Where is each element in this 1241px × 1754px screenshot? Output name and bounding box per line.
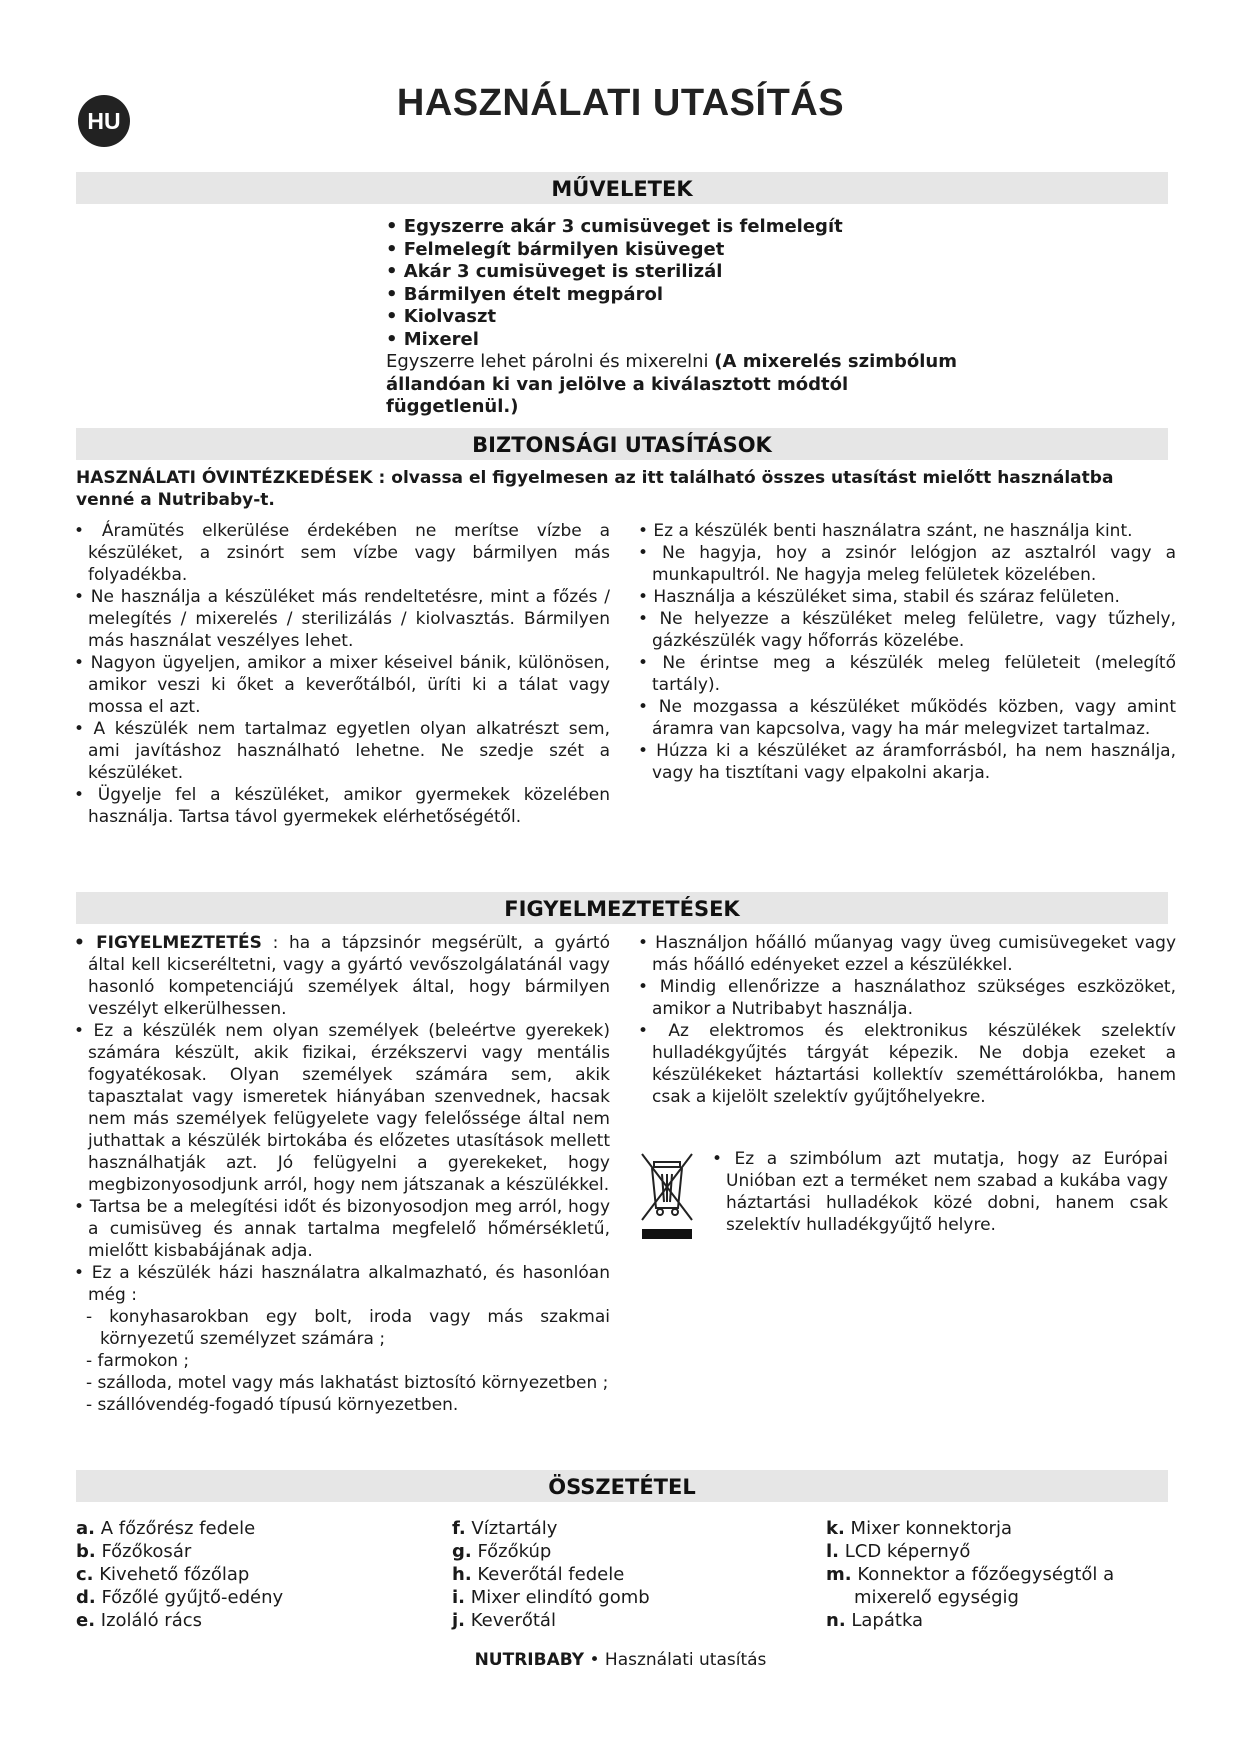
warning-sub-item: - szálloda, motel vagy más lakhatást biztosító környezetben ; [86,1373,609,1393]
part-item: j. Keverőtál [452,1610,556,1631]
part-item: m. Konnektor a főzőegységtől a mixerelő egységig [826,1564,1115,1608]
page-footer [0,1650,1241,1670]
footer-brand: NUTRIBABY [474,1650,585,1670]
warning-item: • Ez a készülék nem olyan személyek (beleértve gyerekek) számára készült, akik fizikai, érzékszervi vagy mentális fogyatékosak. Olyan személyek számára sem, akik tapasztalat vagy ismeretek hiányában szenvednek, hacsak nem más személyek felügyelete vagy felelőssége által nem juthattak a készülék birtokába és előzetes utasítások mellett használhatják azt. Jó felügyelni a gyerekeket, hogy megbizonyosodjunk arról, hogy nem játszanak a készülékkel. [74,1021,610,1195]
warning-item: • Az elektromos és elektronikus készülékek szelektív hulladékgyűjtés tárgyát képezik. Ne dobja ezeket a készülékeket háztartási kollektív szeméttárolókba, hanem csak a kijelölt szelektív gyűjtőhelyekre. [638,1021,1176,1107]
operation-item: • Mixerel [386,328,479,350]
warning-item: • Mindig ellenőrizze a használathoz szükséges eszközöket, amikor a Nutribabyt használja. [638,977,1176,1019]
operations-list [386,216,986,419]
warning-item: • FIGYELMEZTETÉS : ha a tápzsinór megsérült, a gyártó által kell kicseréltetni, vagy a gyártó vevőszolgálatánál vagy hasonló kompetenciájú személyek által, hogy bármilyen veszélyt elkerülhessen. [74,933,611,1019]
part-item: l. LCD képernyő [826,1541,971,1562]
weee-bin-crossed-icon [638,1150,696,1240]
operation-item: • Felmelegít bármilyen kisüveget [386,238,725,260]
safety-item: • Ne érintse meg a készülék meleg felületeit (melegítő tartály). [638,653,1176,695]
safety-item: • Ügyelje fel a készüléket, amikor gyermekek közelében használja. Tartsa távol gyermekek elérhetőségétől. [74,785,610,827]
part-item: k. Mixer konnektorja [826,1518,1012,1539]
warning-sub-item: - szállóvendég-fogadó típusú környezetben. [86,1395,459,1415]
safety-intro: HASZNÁLATI ÓVINTÉZKEDÉSEK : olvassa el figyelmesen az itt található összes utasítást mielőtt használatba venné a Nutribaby-t. [76,468,1114,510]
weee-notice-text: • Ez a szimbólum azt mutatja, hogy az Európai Unióban ezt a terméket nem szabad a kukába vagy háztartási hulladékok közé dobni, hanem csak szelektív hulladékgyűjtő helyre. [712,1149,1168,1235]
part-item: e. Izoláló rács [76,1610,203,1631]
operations-note: Egyszerre lehet párolni és mixerelni (A mixerelés szimbólum állandóan ki van jelölve a kiválasztott módtól függetlenül.) [386,351,957,417]
warning-item: • Ez a készülék házi használatra alkalmazható, és hasonlóan még : [74,1263,610,1305]
safety-item: • Nagyon ügyeljen, amikor a mixer késeivel bánik, különösen, amikor veszi ki őket a keverőtálból, üríti ki a tálat vagy mossa el azt. [74,653,610,717]
part-item: b. Főzőkosár [76,1541,192,1562]
part-item: a. A főzőrész fedele [76,1518,256,1539]
part-item: n. Lapátka [826,1610,924,1631]
page-title: HASZNÁLATI UTASÍTÁS [396,82,845,124]
warnings-right-column [638,932,1176,1108]
part-item: h. Keverőtál fedele [452,1564,625,1585]
parts-column-2 [452,1517,802,1632]
composition-heading: ÖSSZETÉTEL [76,1470,1168,1502]
weee-notice [712,1148,1168,1236]
safety-item: • Húzza ki a készüléket az áramforrásból, ha nem használja, vagy ha tisztítani vagy elpakolni akarja. [638,741,1176,783]
safety-item: • Ne helyezze a készüléket meleg felületre, vagy tűzhely, gázkészülék vagy hőforrás közelébe. [638,609,1176,651]
warning-item: • Tartsa be a melegítési időt és bizonyosodjon meg arról, hogy a cumisüveg és annak tartalma megfelelő hőmérsékletű, mielőtt kisbabájának adja. [74,1197,610,1261]
safety-heading: BIZTONSÁGI UTASÍTÁSOK [76,428,1168,460]
operation-item: • Bármilyen ételt megpárol [386,283,663,305]
part-item: i. Mixer elindító gomb [452,1587,650,1608]
warnings-left-column [74,932,610,1416]
warnings-heading: FIGYELMEZTETÉSEK [76,892,1168,924]
operations-heading: MŰVELETEK [76,172,1168,204]
footer-text: Használati utasítás [604,1650,767,1670]
operation-item: • Akár 3 cumisüveget is sterilizál [386,261,723,282]
operation-item: • Egyszerre akár 3 cumisüveget is felmelegít [386,216,843,237]
safety-item: • Ne használja a készüléket más rendeltetésre, mint a főzés / melegítés / mixerelés / sterilizálás / kiolvasztás. Bármilyen más használat veszélyes lehet. [74,587,610,651]
part-item: d. Főzőlé gyűjtő-edény [76,1587,284,1608]
safety-item: • Használja a készüléket sima, stabil és száraz felületen. [638,587,1120,607]
warning-item: • Használjon hőálló műanyag vagy üveg cumisüvegeket vagy más hőálló edényeket ezzel a készülékkel. [638,933,1176,975]
safety-item: • Ne hagyja, hoy a zsinór lelógjon az asztalról vagy a munkapultról. Ne hagyja meleg felületek közelében. [638,543,1176,585]
safety-right-column [638,520,1176,784]
safety-left-column [74,520,610,828]
warning-sub-item: - farmokon ; [86,1351,190,1371]
safety-item: • Áramütés elkerülése érdekében ne merítse vízbe a készüléket, a zsinórt sem vízbe vagy bármilyen más folyadékba. [74,521,610,585]
operation-item: • Kiolvaszt [386,306,497,327]
safety-item: • Ne mozgassa a készüléket működés közben, vagy amint áramra van kapcsolva, vagy ha már melegvizet tartalmaz. [638,697,1176,739]
parts-column-3 [826,1517,1156,1632]
part-item: f. Víztartály [452,1518,558,1539]
footer-separator: • [584,1650,605,1670]
safety-item: • Ez a készülék benti használatra szánt, ne használja kint. [638,521,1133,541]
part-item: g. Főzőkúp [452,1541,552,1562]
warning-sub-item: - konyhasarokban egy bolt, iroda vagy más szakmai környezetű személyzet számára ; [86,1307,610,1349]
safety-item: • A készülék nem tartalmaz egyetlen olyan alkatrészt sem, ami javításhoz használható lehetne. Ne szedje szét a készüléket. [74,719,610,783]
part-item: c. Kivehető főzőlap [76,1564,250,1585]
language-badge: HU [78,95,130,147]
parts-column-1 [76,1517,426,1632]
